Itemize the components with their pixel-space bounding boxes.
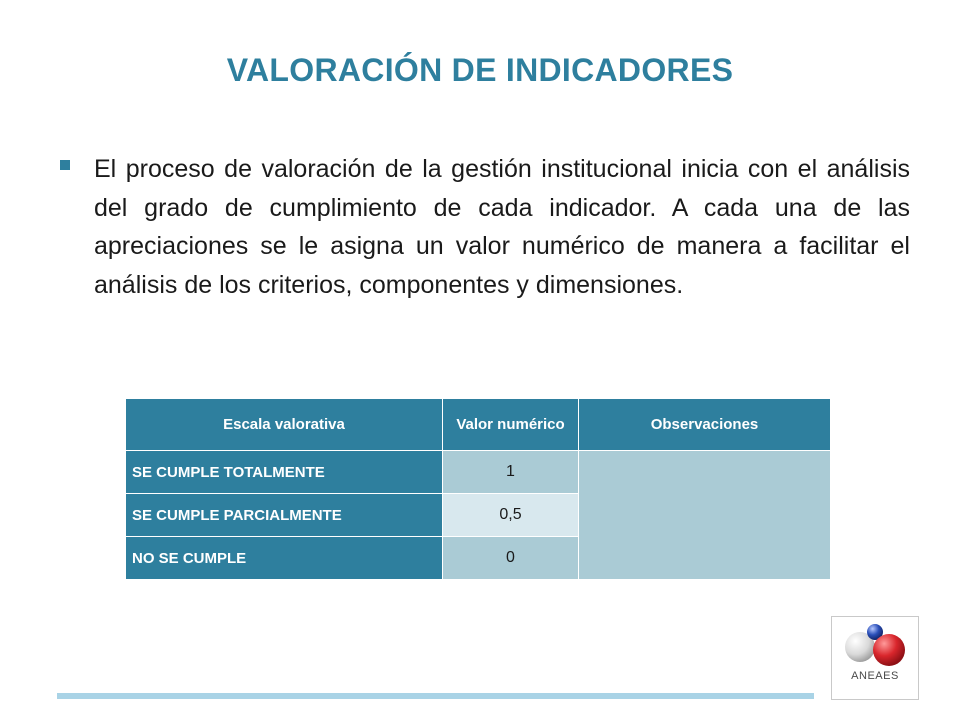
table-header-row <box>126 399 831 451</box>
bullet-text: El proceso de valoración de la gestión institucional inicia con el análisis del grado de cumplimiento de cada indicador. A cada una de las apreciaciones se le asigna un valor numérico de manera a facilitar el análisis de los criterios, componentes y dimensiones. <box>94 155 910 299</box>
square-bullet-icon <box>60 160 70 170</box>
row-value: 0,5 <box>443 494 579 537</box>
logo-spheres-icon <box>832 617 918 673</box>
header-value: Valor numérico <box>443 399 579 451</box>
slide-title: VALORACIÓN DE INDICADORES <box>226 52 734 88</box>
table-row <box>126 451 831 494</box>
row-value: 1 <box>443 451 579 494</box>
observations-cell <box>579 451 831 580</box>
row-value: 0 <box>443 537 579 580</box>
logo-name: ANEAES <box>851 670 899 682</box>
header-scale: Escala valorativa <box>126 399 443 451</box>
valuation-table <box>125 398 831 580</box>
bullet-item <box>60 150 910 304</box>
aneaes-logo <box>831 616 919 700</box>
header-observations: Observaciones <box>579 399 831 451</box>
row-label: SE CUMPLE TOTALMENTE <box>126 451 443 494</box>
footer-divider <box>57 693 814 699</box>
row-label: SE CUMPLE PARCIALMENTE <box>126 494 443 537</box>
row-label: NO SE CUMPLE <box>126 537 443 580</box>
